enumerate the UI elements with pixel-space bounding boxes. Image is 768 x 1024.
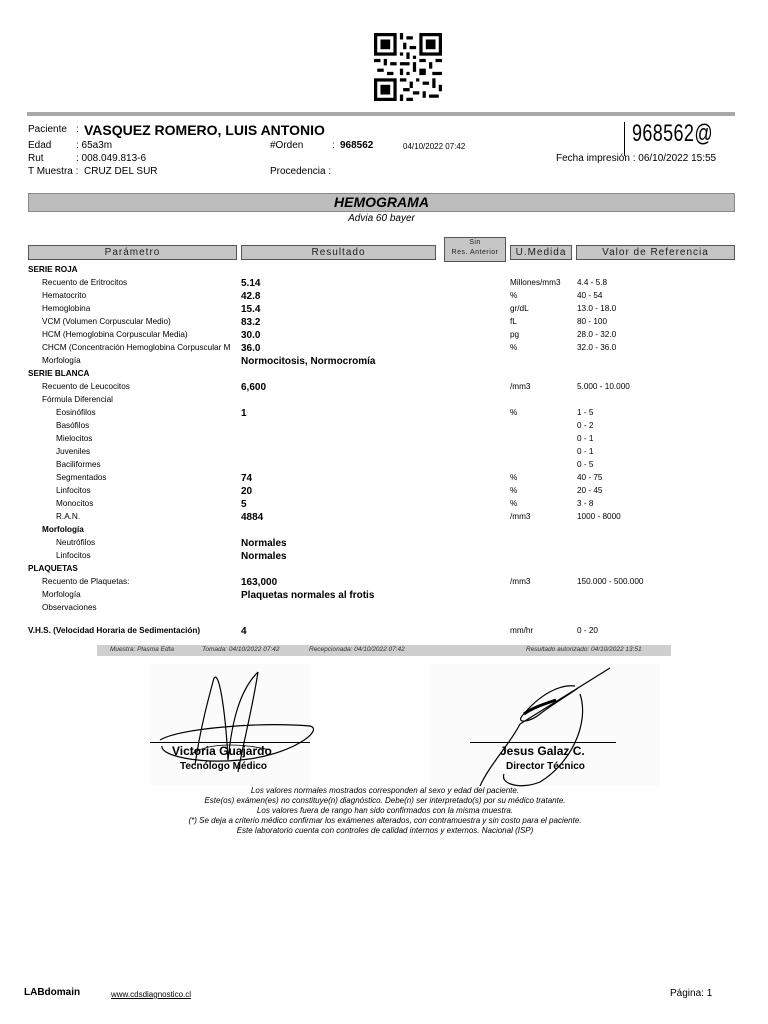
table-row <box>0 356 768 369</box>
result-value: 5 <box>241 499 247 510</box>
param-name: HCM (Hemoglobina Corpuscular Media) <box>42 330 188 339</box>
param-name: Linfocitos <box>56 551 91 560</box>
reference-range: 0 - 20 <box>577 626 598 635</box>
table-row <box>0 304 768 317</box>
table-row <box>0 577 768 590</box>
table-row <box>0 538 768 551</box>
sample-recepcionada: Recepcionada: 04/10/2022 07:42 <box>309 646 405 653</box>
table-row <box>0 317 768 330</box>
unit-value: mm/hr <box>510 626 534 635</box>
unit-value: % <box>510 408 518 417</box>
reference-range: 0 - 5 <box>577 460 594 469</box>
table-row <box>0 291 768 304</box>
param-name: Morfología <box>42 356 81 365</box>
footer-brand: LABdomain <box>24 987 81 998</box>
param-name: Recuento de Leucocitos <box>42 382 130 391</box>
note-line: (*) Se deja a criterio médico confirmar los exámenes alterados, con contramuestra y sin costo para el paciente. <box>188 816 582 825</box>
unit-value: % <box>510 343 518 352</box>
top-divider <box>27 112 735 116</box>
sample-info-bar <box>97 645 671 656</box>
param-name: Linfocitos <box>56 486 91 495</box>
table-row <box>0 551 768 564</box>
edad-value: : 65a3m <box>76 140 113 151</box>
table-row <box>0 486 768 499</box>
param-name: Mielocitos <box>56 434 93 443</box>
procedencia-label: Procedencia : <box>270 166 332 177</box>
orden-label: #Orden <box>270 140 304 151</box>
param-name: Morfología <box>42 590 81 599</box>
paciente-label: Paciente <box>28 124 67 135</box>
footer-url-link[interactable]: www.cdsdiagnostico.cl <box>111 990 192 999</box>
result-value: 83.2 <box>241 317 261 328</box>
unit-value: Millones/mm3 <box>510 278 561 287</box>
exam-title: HEMOGRAMA <box>334 194 429 210</box>
patient-name: VASQUEZ ROMERO, LUIS ANTONIO <box>84 122 325 138</box>
reference-range: 1 - 5 <box>577 408 594 417</box>
reference-range: 80 - 100 <box>577 317 608 326</box>
table-row <box>0 382 768 395</box>
table-row <box>0 395 768 408</box>
param-name: Monocitos <box>56 499 94 508</box>
table-row <box>0 460 768 473</box>
param-name: Fórmula Diferencial <box>42 395 113 404</box>
param-name: Baciliformes <box>56 460 101 469</box>
reference-range: 4.4 - 5.8 <box>577 278 608 287</box>
unit-value: /mm3 <box>510 382 531 391</box>
footer-page-number: Página: 1 <box>670 988 713 999</box>
unit-value: % <box>510 291 518 300</box>
result-value: 4 <box>241 626 247 637</box>
unit-value: /mm3 <box>510 577 531 586</box>
exam-subtitle: Advia 60 bayer <box>348 213 415 224</box>
order-barcode-text: 968562@ <box>632 120 713 147</box>
col-sin-res-anterior <box>444 237 506 262</box>
reference-range: 1000 - 8000 <box>577 512 621 521</box>
result-value: 30.0 <box>241 330 261 341</box>
param-name: CHCM (Concentración Hemoglobina Corpuscular M <box>42 343 231 352</box>
col-sin-line2: Res. Anterior <box>451 249 499 256</box>
signature-right-line <box>470 742 616 743</box>
note-line: Los valores normales mostrados corresponden al sexo y edad del paciente. <box>250 786 520 795</box>
orden-value: 968562 <box>340 140 374 151</box>
param-name: Segmentados <box>56 473 107 482</box>
col-valor-referencia: Valor de Referencia <box>576 245 735 260</box>
signature-left-line <box>150 742 310 743</box>
reference-range: 5.000 - 10.000 <box>577 382 630 391</box>
param-name: VCM (Volumen Corpuscular Medio) <box>42 317 171 326</box>
table-row <box>0 330 768 343</box>
param-name: Neutrófilos <box>56 538 96 547</box>
table-row <box>0 421 768 434</box>
result-value: 5.14 <box>241 278 261 289</box>
col-parametro: Parámetro <box>28 245 237 260</box>
param-name: Hemoglobina <box>42 304 91 313</box>
signature-left-role: Tecnólogo Médico <box>180 761 268 772</box>
result-value: 36.0 <box>241 343 261 354</box>
param-name: Observaciones <box>42 603 97 612</box>
signature-left-name: Victoria Guajardo <box>172 744 272 758</box>
tmuestra-label: T Muestra : <box>28 166 79 177</box>
result-value: 74 <box>241 473 253 484</box>
param-name: SERIE ROJA <box>28 265 78 274</box>
param-name: Basófilos <box>56 421 90 430</box>
reference-range: 0 - 1 <box>577 434 594 443</box>
reference-range: 13.0 - 18.0 <box>577 304 617 313</box>
sample-tomada: Tomada: 04/10/2022 07:42 <box>202 646 280 653</box>
table-row <box>0 265 768 278</box>
table-row <box>0 626 768 639</box>
note-line: Este(os) exámen(es) no constituye(n) diagnóstico. Debe(n) ser interpretado(s) por su médico tratante. <box>204 796 566 805</box>
edad-label: Edad <box>28 140 52 151</box>
reference-range: 20 - 45 <box>577 486 603 495</box>
param-name: SERIE BLANCA <box>28 369 90 378</box>
reference-range: 0 - 2 <box>577 421 594 430</box>
result-value: Normales <box>241 538 287 549</box>
result-value: 42.8 <box>241 291 261 302</box>
unit-value: fL <box>510 317 517 326</box>
reference-range: 32.0 - 36.0 <box>577 343 617 352</box>
barcode-divider <box>624 122 625 156</box>
table-row <box>0 499 768 512</box>
table-row <box>0 408 768 421</box>
param-name: Morfología <box>42 525 84 534</box>
rut-label: Rut <box>28 153 44 164</box>
paciente-colon: : <box>76 124 79 135</box>
result-value: 15.4 <box>241 304 261 315</box>
unit-value: % <box>510 499 518 508</box>
orden-datetime: 04/10/2022 07:42 <box>403 142 466 151</box>
orden-colon: : <box>332 140 335 151</box>
reference-range: 3 - 8 <box>577 499 594 508</box>
reference-range: 40 - 75 <box>577 473 603 482</box>
unit-value: % <box>510 473 518 482</box>
table-row <box>0 603 768 616</box>
unit-value: pg <box>510 330 520 339</box>
reference-range: 0 - 1 <box>577 447 594 456</box>
fecha-impresion: Fecha impresión : 06/10/2022 15:55 <box>556 153 717 164</box>
col-sin-line1: Sin <box>469 239 481 246</box>
unit-value: % <box>510 486 518 495</box>
col-umedida: U.Medida <box>510 245 572 260</box>
signature-right-role: Director Técnico <box>506 761 585 772</box>
tmuestra-value: CRUZ DEL SUR <box>84 166 158 177</box>
param-name: Recuento de Plaquetas: <box>42 577 130 586</box>
rut-value: : 008.049.813-6 <box>76 153 147 164</box>
param-name: V.H.S. (Velocidad Horaria de Sedimentación) <box>28 626 201 635</box>
result-value: Normales <box>241 551 287 562</box>
result-value: 6,600 <box>241 382 267 393</box>
reference-range: 28.0 - 32.0 <box>577 330 617 339</box>
param-name: Juveniles <box>56 447 91 456</box>
note-line: Los valores fuera de rango han sido confirmados con la misma muestra. <box>256 806 514 815</box>
table-row <box>0 369 768 382</box>
table-row <box>0 564 768 577</box>
table-row <box>0 473 768 486</box>
table-row <box>0 512 768 525</box>
table-row <box>0 343 768 356</box>
table-row <box>0 434 768 447</box>
result-value: 4884 <box>241 512 264 523</box>
qr-code-icon <box>374 32 442 102</box>
signature-right-name: Jesus Galaz C. <box>500 744 585 758</box>
param-name: R.A.N. <box>56 512 81 521</box>
reference-range: 150.000 - 500.000 <box>577 577 644 586</box>
result-value: 163,000 <box>241 577 278 588</box>
signature-right-icon <box>460 664 660 794</box>
sample-muestra: Muestra: Plasma Edta <box>110 646 174 653</box>
param-name: Recuento de Eritrocitos <box>42 278 128 287</box>
table-row <box>0 278 768 291</box>
result-value: Normocitosis, Normocromía <box>241 356 376 367</box>
param-name: PLAQUETAS <box>28 564 78 573</box>
table-row <box>0 447 768 460</box>
table-row <box>0 590 768 603</box>
result-value: Plaquetas normales al frotis <box>241 590 375 601</box>
result-value: 20 <box>241 486 253 497</box>
result-value: 1 <box>241 408 247 419</box>
param-name: Eosinófilos <box>56 408 96 417</box>
unit-value: /mm3 <box>510 512 531 521</box>
table-row <box>0 525 768 538</box>
reference-range: 40 - 54 <box>577 291 603 300</box>
disclaimer-notes <box>100 786 670 836</box>
unit-value: gr/dL <box>510 304 529 313</box>
col-resultado: Resultado <box>241 245 436 260</box>
note-line: Este laboratorio cuenta con controles de calidad internos y externos. Nacional (ISP) <box>236 826 534 835</box>
sample-autorizado: Resultado autorizado: 04/10/2022 13:51 <box>526 646 642 653</box>
param-name: Hematocrito <box>42 291 87 300</box>
